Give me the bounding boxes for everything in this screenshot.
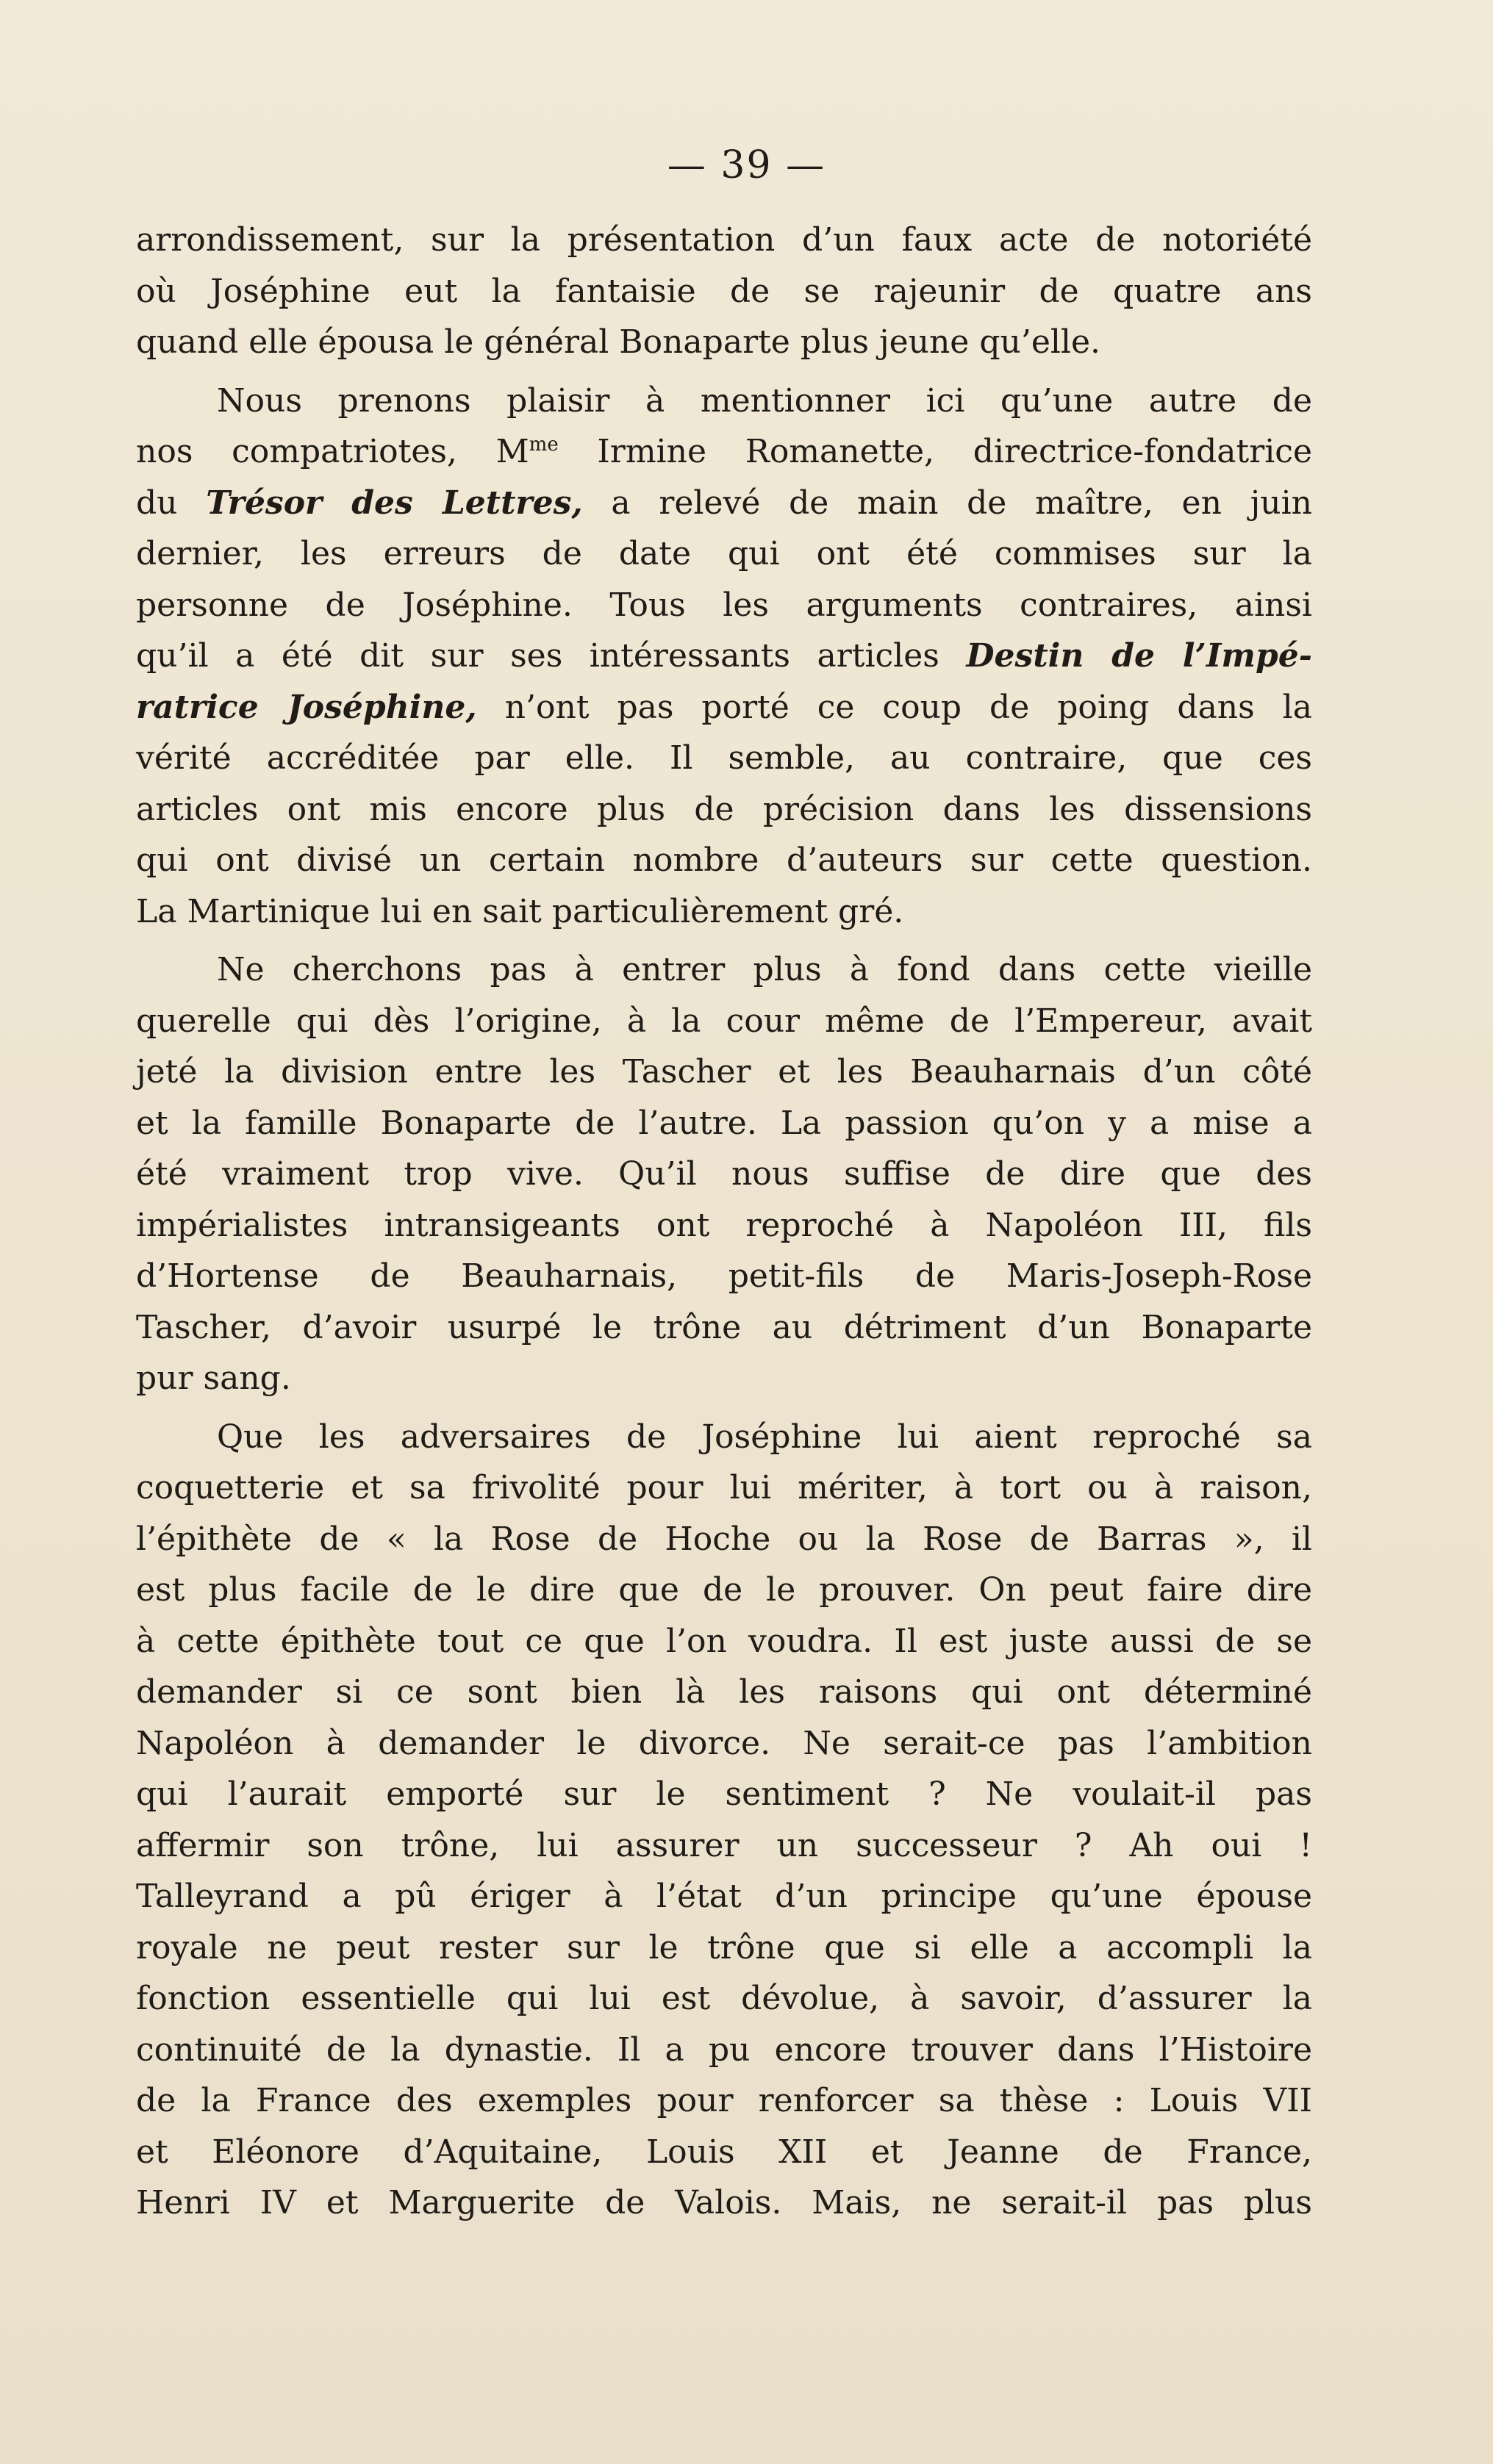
text-line: quand elle épousa le général Bonaparte plus jeune qu’elle.: [136, 323, 1101, 361]
paragraph-1: [136, 215, 1312, 368]
text-line-with-title: [136, 682, 1312, 733]
text-line: Henri IV et Marguerite de Valois. Mais, ne serait-il pas plus: [136, 2184, 1312, 2221]
text-line: de la France des exemples pour renforcer sa thèse : Louis VII: [136, 2082, 1312, 2119]
paragraph-3: [136, 944, 1312, 1404]
text-line: pur sang.: [136, 1359, 291, 1397]
text-line: Ne cherchons pas à entrer plus à fond dans cette vieille: [217, 951, 1312, 988]
text-line: coquetterie et sa frivolité pour lui mériter, à tort ou à raison,: [136, 1469, 1312, 1506]
text-line: l’épithète de « la Rose de Hoche ou la Rose de Barras », il: [136, 1520, 1312, 1558]
text-line: royale ne peut rester sur le trône que si elle a accompli la: [136, 1928, 1312, 1966]
text-fragment: qu’il a été dit sur ses intéressants articles: [136, 637, 967, 675]
text-line-with-superscript: [136, 426, 1312, 478]
text-line: qui l’aurait emporté sur le sentiment ? Ne voulait-il pas: [136, 1775, 1312, 1813]
text-fragment: n’ont pas porté ce coup de poing dans la: [476, 688, 1312, 726]
text-line: querelle qui dès l’origine, à la cour même de l’Empereur, avait: [136, 1002, 1312, 1040]
text-line: impérialistes intransigeants ont reproché à Napoléon III, fils: [136, 1206, 1312, 1244]
text-line: affermir son trône, lui assurer un successeur ? Ah oui !: [136, 1826, 1312, 1864]
text-line-with-title: [136, 631, 1312, 682]
superscript-abbreviation: me: [529, 434, 559, 456]
text-line: Talleyrand a pû ériger à l’état d’un principe qu’une épouse: [136, 1878, 1312, 1915]
text-line: où Joséphine eut la fantaisie de se rajeunir de quatre ans: [136, 272, 1312, 310]
publication-title: Trésor des Lettres,: [206, 484, 583, 522]
paragraph-2: [136, 376, 1312, 938]
text-line: fonction essentielle qui lui est dévolue, à savoir, d’assurer la: [136, 1980, 1312, 2017]
text-line: continuité de la dynastie. Il a pu encore trouver dans l’Histoire: [136, 2030, 1312, 2069]
body-text: [136, 215, 1312, 2229]
text-line: vérité accréditée par elle. Il semble, au contraire, que ces: [136, 739, 1312, 777]
text-line: été vraiment trop vive. Qu’il nous suffise de dire que des: [136, 1155, 1312, 1193]
text-line: arrondissement, sur la présentation d’un faux acte de notoriété: [136, 221, 1312, 259]
text-line: articles ont mis encore plus de précision dans les dissensions: [136, 790, 1312, 828]
text-line: demander si ce sont bien là les raisons qui ont déterminé: [136, 1673, 1312, 1711]
text-fragment: du: [136, 484, 207, 522]
text-line: dernier, les erreurs de date qui ont été commises sur la: [136, 535, 1312, 572]
text-line: d’Hortense de Beauharnais, petit-fils de Maris-Joseph-Rose: [136, 1257, 1312, 1295]
text-fragment: nos compatriotes, M: [136, 433, 529, 470]
page-number: — 39 —: [667, 143, 826, 187]
text-line: Tascher, d’avoir usurpé le trône au détriment d’un Bonaparte: [136, 1308, 1312, 1346]
paragraph-4: [136, 1412, 1312, 2229]
text-line: Que les adversaires de Joséphine lui aient reproché sa: [217, 1418, 1312, 1456]
text-line: La Martinique lui en sait particulièrement gré.: [136, 892, 904, 930]
text-line: et Eléonore d’Aquitaine, Louis XII et Jeanne de France,: [136, 2133, 1312, 2171]
text-line: Napoléon à demander le divorce. Ne serait-ce pas l’ambition: [136, 1724, 1312, 1762]
article-title: ratrice Joséphine,: [136, 688, 477, 726]
text-line: Nous prenons plaisir à mentionner ici qu’une autre de: [217, 381, 1312, 420]
article-title: Destin de l’Impé-: [966, 637, 1312, 675]
text-line: jeté la division entre les Tascher et les Beauharnais d’un côté: [136, 1053, 1312, 1091]
text-line: et la famille Bonaparte de l’autre. La passion qu’on y a mise a: [136, 1104, 1312, 1142]
text-fragment: a relevé de main de maître, en juin: [582, 484, 1313, 522]
text-fragment: Irmine Romanette, directrice-fondatrice: [558, 433, 1312, 470]
text-line: personne de Joséphine. Tous les arguments contraires, ainsi: [136, 586, 1312, 624]
text-line: qui ont divisé un certain nombre d’auteurs sur cette question.: [136, 841, 1312, 879]
text-line: à cette épithète tout ce que l’on voudra. Il est juste aussi de se: [136, 1622, 1312, 1660]
text-line: est plus facile de le dire que de le prouver. On peut faire dire: [136, 1571, 1312, 1609]
text-line-with-title: [136, 478, 1312, 529]
